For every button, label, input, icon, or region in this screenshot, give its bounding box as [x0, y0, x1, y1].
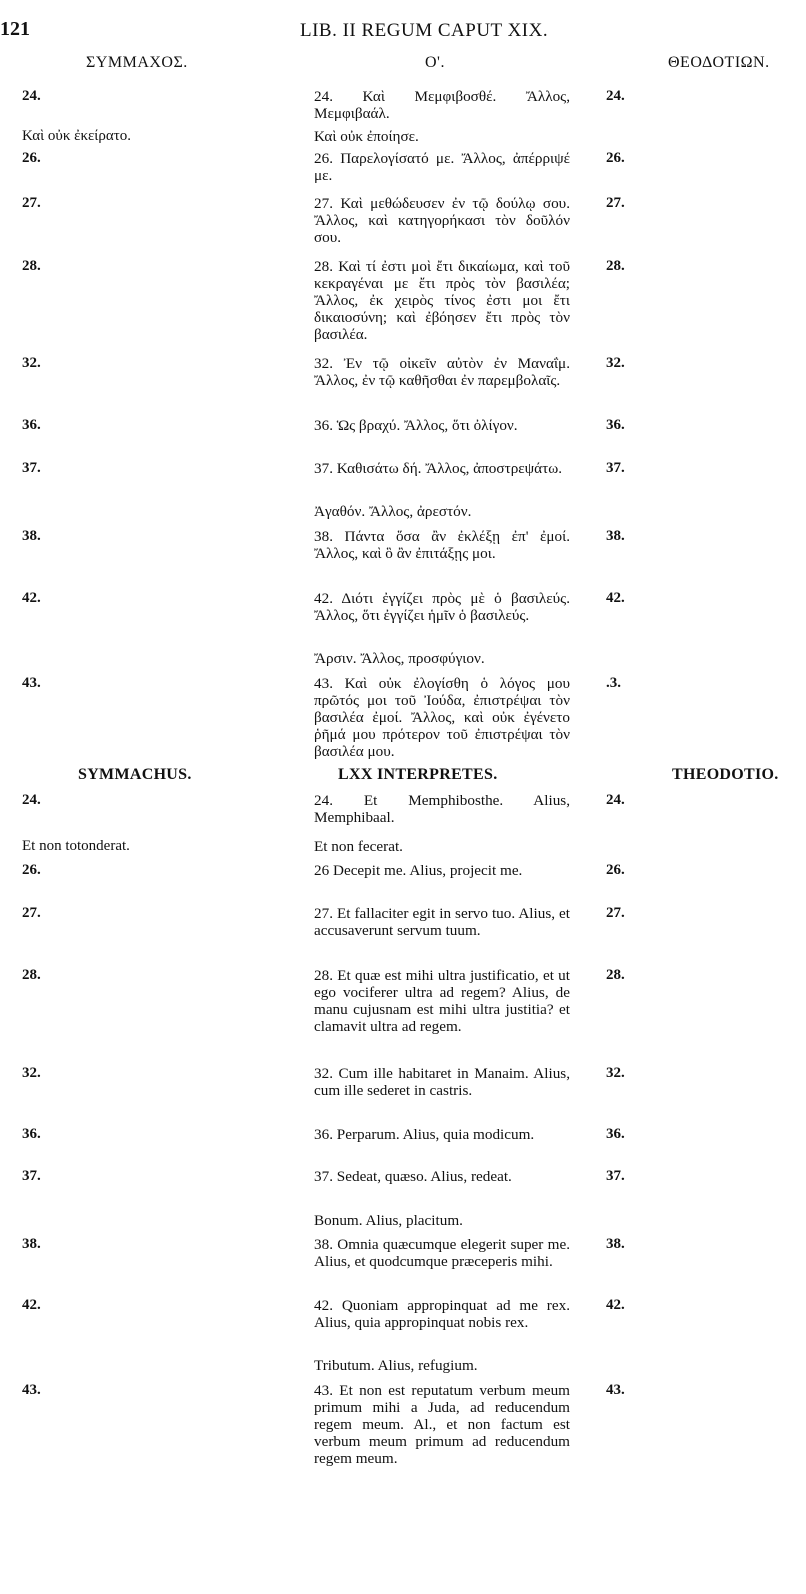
verse-number-right: 27. [606, 195, 625, 211]
latin-verse-text: 28. Et quæ est mihi ultra justificatio, et ut ego vociferer ultra ad regem? Alius, de manu cujusnam est mihi ultra justitia? et clamavit ultra ad regem. [314, 967, 570, 1035]
greek-verse-text: Καὶ οὐκ ἐποίησε. [314, 128, 419, 145]
verse-number-left: 42. [22, 590, 41, 606]
verse-number-right: .3. [606, 675, 621, 691]
greek-verse-text: 32. Ἐν τῷ οἰκεῖν αὐτὸν ἐν Μαναΐμ. Ἄλλος, ἐν τῷ καθῆσθαι ἐν παρεμβολαῖς. [314, 355, 570, 389]
greek-col-right-heading: ΘΕΟΔΟΤΙΩΝ. [668, 54, 770, 71]
latin-verse-text: 27. Et fallaciter egit in servo tuo. Alius, et accusaverunt servum tuum. [314, 905, 570, 939]
verse-number-right: 42. [606, 1297, 625, 1313]
verse-number-left: 28. [22, 258, 41, 274]
latin-verse-text: Bonum. Alius, placitum. [314, 1212, 463, 1229]
latin-verse-text: 43. Et non est reputatum verbum meum primum mihi a Juda, ad reducendum regem meum. Al., et non factum est verbum meum primum ad reducendum regem meum. [314, 1382, 570, 1467]
greek-verse-text: 26. Παρελογίσατό με. Ἄλλος, ἀπέρριψέ με. [314, 150, 570, 184]
verse-number-left: 38. [22, 1236, 41, 1252]
running-title: LIB. II REGUM CAPUT XIX. [300, 20, 549, 41]
greek-verse-text: Ἀγαθόν. Ἄλλος, ἀρεστόν. [314, 503, 472, 520]
verse-number-left: 37. [22, 460, 41, 476]
verse-number-right: 36. [606, 417, 625, 433]
verse-number-right: 26. [606, 862, 625, 878]
latin-left-note: Et non totonderat. [22, 838, 130, 854]
greek-verse-text: 24. Καὶ Μεμφιβοσθέ. Ἄλλος, Μεμφιβαάλ. [314, 88, 570, 122]
greek-verse-text: 28. Καὶ τί ἐστι μοὶ ἔτι δικαίωμα, καὶ τοῦ κεκραγέναι με ἔτι πρὸς τὸν βασιλέα; Ἄλλος, ἐκ χειρὸς τίνος ἐστι μοι ἔτι δικαιοσύνη; καὶ ἐβόησεν ἔτι πρὸς τὸν βασιλέα. [314, 258, 570, 343]
verse-number-right: 42. [606, 590, 625, 606]
greek-verse-text: 37. Καθισάτω δή. Ἄλλος, ἀποστρεψάτω. [314, 460, 563, 477]
verse-number-left: 37. [22, 1168, 41, 1184]
verse-number-left: 24. [22, 792, 41, 808]
verse-number-left: 38. [22, 528, 41, 544]
verse-number-right: 24. [606, 88, 625, 104]
verse-number-right: 24. [606, 792, 625, 808]
latin-verse-text: 36. Perparum. Alius, quia modicum. [314, 1126, 535, 1143]
latin-verse-text: Et non fecerat. [314, 838, 403, 855]
latin-verse-text: 32. Cum ille habitaret in Manaim. Alius, cum ille sederet in castris. [314, 1065, 570, 1099]
greek-col-mid-heading: O'. [425, 54, 445, 71]
verse-number-left: 26. [22, 150, 41, 166]
verse-number-right: 28. [606, 967, 625, 983]
verse-number-right: 27. [606, 905, 625, 921]
latin-col-right-heading: THEODOTIO. [672, 766, 779, 783]
latin-col-left-heading: SYMMACHUS. [78, 766, 192, 783]
verse-number-left: 26. [22, 862, 41, 878]
latin-verse-text: 37. Sedeat, quæso. Alius, redeat. [314, 1168, 512, 1185]
verse-number-left: 43. [22, 675, 41, 691]
verse-number-right: 37. [606, 460, 625, 476]
greek-verse-text: 36. Ὡς βραχύ. Ἄλλος, ὅτι ὀλίγον. [314, 417, 518, 434]
latin-verse-text: 24. Et Memphibosthe. Alius, Memphibaal. [314, 792, 570, 826]
verse-number-right: 37. [606, 1168, 625, 1184]
greek-verse-text: 38. Πάντα ὅσα ἂν ἐκλέξῃ ἐπ' ἐμοί. Ἄλλος, καὶ ὃ ἂν ἐπιτάξῃς μοι. [314, 528, 570, 562]
greek-verse-text: 27. Καὶ μεθώδευσεν ἐν τῷ δούλῳ σου. Ἄλλος, καὶ κατηγορήκασι τὸν δοῦλόν σου. [314, 195, 570, 246]
verse-number-left: 28. [22, 967, 41, 983]
greek-verse-text: 43. Καὶ οὐκ ἐλογίσθη ὁ λόγος μου πρῶτός μοι τοῦ Ἰούδα, ἐπιστρέψαι τὸν βασιλέα ἐμοί. Ἄλλος, καὶ οὐκ ἐγένετο ῥῆμά μου πρότερον τοῦ ἐπιστρέψαι τὸν βασιλέα μου. [314, 675, 570, 760]
verse-number-left: 42. [22, 1297, 41, 1313]
verse-number-right: 43. [606, 1382, 625, 1398]
verse-number-left: 32. [22, 355, 41, 371]
verse-number-left: 36. [22, 417, 41, 433]
verse-number-right: 38. [606, 528, 625, 544]
page-number: 121 [0, 18, 30, 40]
verse-number-right: 26. [606, 150, 625, 166]
latin-verse-text: Tributum. Alius, refugium. [314, 1357, 478, 1374]
latin-verse-text: 42. Quoniam appropinquat ad me rex. Alius, quia appropinquat nobis rex. [314, 1297, 570, 1331]
greek-col-left-heading: ΣΥΜΜΑΧΟΣ. [86, 54, 188, 71]
greek-left-note: Καὶ οὐκ ἐκείρατο. [22, 128, 131, 144]
verse-number-right: 38. [606, 1236, 625, 1252]
verse-number-left: 43. [22, 1382, 41, 1398]
verse-number-right: 28. [606, 258, 625, 274]
latin-verse-text: 38. Omnia quæcumque elegerit super me. Alius, et quodcumque præceperis mihi. [314, 1236, 570, 1270]
verse-number-left: 24. [22, 88, 41, 104]
verse-number-right: 36. [606, 1126, 625, 1142]
verse-number-left: 27. [22, 905, 41, 921]
verse-number-left: 27. [22, 195, 41, 211]
verse-number-right: 32. [606, 355, 625, 371]
greek-verse-text: 42. Διότι ἐγγίζει πρὸς μὲ ὁ βασιλεύς. Ἄλλος, ὅτι ἐγγίζει ἡμῖν ὁ βασιλεύς. [314, 590, 570, 624]
verse-number-right: 32. [606, 1065, 625, 1081]
latin-col-mid-heading: LXX INTERPRETES. [338, 766, 498, 783]
verse-number-left: 36. [22, 1126, 41, 1142]
greek-verse-text: Ἄρσιν. Ἄλλος, προσφύγιον. [314, 650, 485, 667]
verse-number-left: 32. [22, 1065, 41, 1081]
latin-verse-text: 26 Decepit me. Alius, projecit me. [314, 862, 523, 879]
